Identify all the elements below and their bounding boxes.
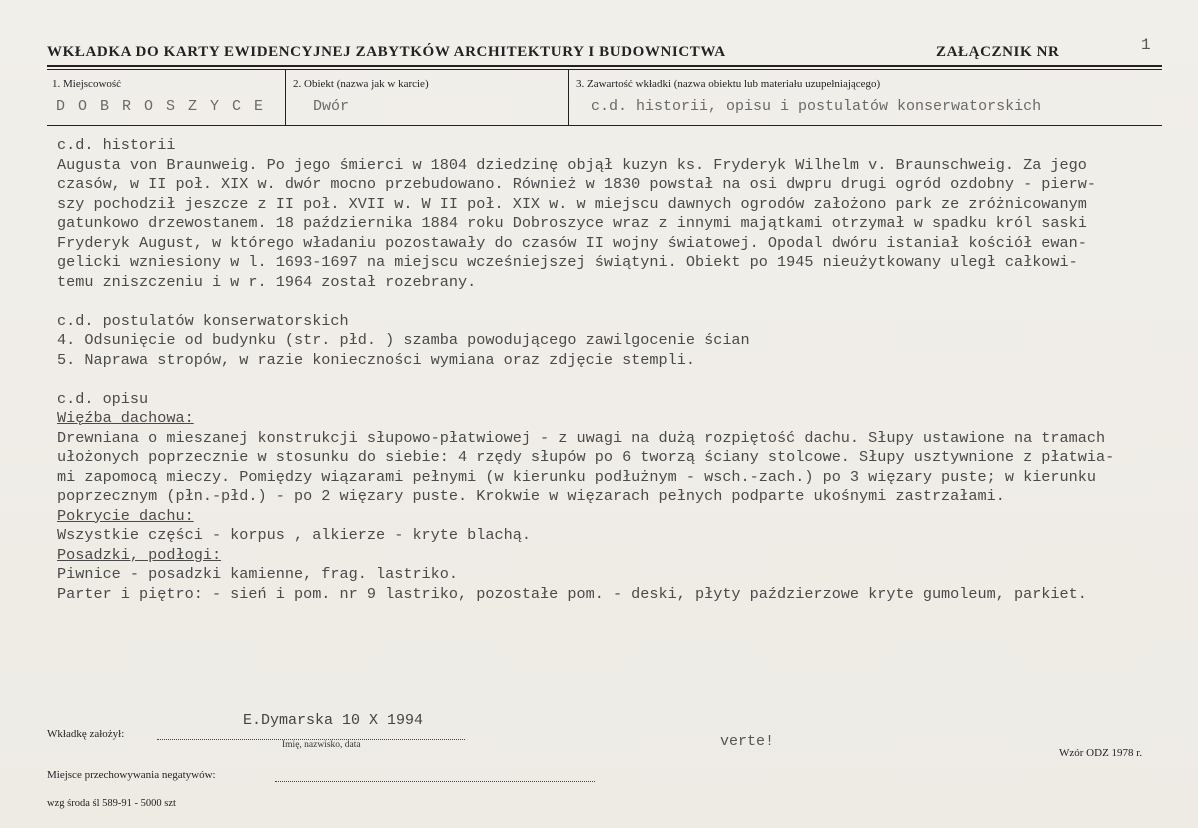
text-line: Fryderyk August, w którego władaniu pozostawały do czasów II wojny światowej. Opodal dwóru istaniał kościół ewan- (57, 233, 1087, 252)
page-number: 1 (1141, 36, 1151, 54)
text-line: Piwnice - posadzki kamienne, frag. lastriko. (57, 565, 459, 583)
section-subheading: Pokrycie dachu: (57, 506, 194, 525)
header-top-rule-thin (47, 69, 1162, 70)
content-label: 3. Zawartość wkładki (nazwa obiektu lub materiału uzupełniającego) (576, 78, 881, 90)
form-model: Wzór ODZ 1978 r. (1059, 747, 1143, 759)
text-line: poprzecznym (płn.-płd.) - po 2 więzary puste. Krokwie w więzarach pełnych podparte ukośnymi zastrzałami. (57, 487, 1005, 505)
text-line: Parter i piętro: - sień i pom. nr 9 lastriko, pozostałe pom. - deski, płyty paździerzowe kryte gumoleum, parkiet. (57, 584, 1087, 603)
object-label: 2. Obiekt (nazwa jak w karcie) (293, 78, 429, 90)
annex-label: ZAŁĄCZNIK NR (936, 44, 1060, 60)
object-value: Dwór (313, 98, 350, 115)
print-info: wzg środa śl 589-91 - 5000 szt (47, 798, 176, 809)
text-line: Drewniana o mieszanej konstrukcji słupowo-płatwiowej - z uwagi na dużą rozpiętość dachu. Słupy ustawione na tramach (57, 428, 1106, 447)
signature: E.Dymarska 10 X 1994 (243, 712, 424, 729)
locality-label: 1. Miejscowość (52, 78, 122, 90)
text-line: mi zapomocą mieczy. Pomiędzy wiązarami pełnymi (w kierunku podłużnym - wsch.-zach.) po 3 więzary puste; w kierunku (57, 467, 1096, 486)
text-line: temu zniszczeniu i w r. 1964 został rozebrany. (57, 272, 477, 291)
form-title: WKŁADKA DO KARTY EWIDENCYJNEJ ZABYTKÓW ARCHITEKTURY I BUDOWNICTWA (47, 44, 726, 60)
text-line: szy pochodził jeszcze z II poł. XVII w. W II poł. XIX w. w miejscu dawnych ogrodów założono park ze zróżnicowanym (57, 194, 1087, 213)
section-subheading: Posadzki, podłogi: (57, 545, 222, 564)
text-line (57, 292, 1177, 312)
text-line: czasów, w II poł. XIX w. dwór mocno przebudowano. Również w 1830 powstał na osi dwpru drugi ogród ozdobny - pierw- (57, 175, 1096, 193)
content-value: c.d. historii, opisu i postulatów konserwatorskich (591, 98, 1042, 115)
negatives-dotted-line (275, 781, 595, 782)
text-line: Augusta von Braunweig. Po jego śmierci w 1804 dziedzinę objął kuzyn ks. Fryderyk Wilhelm v. Braunschweig. Za jego (57, 155, 1087, 174)
text-line: c.d. opisu (57, 389, 149, 408)
text-line: 4. Odsunięcie od budynku (str. płd. ) szamba powodującego zawilgocenie ścian (57, 331, 750, 349)
text-line: c.d. postulatów konserwatorskich (57, 311, 349, 330)
prepared-by-label: Wkładkę założył: (47, 728, 125, 740)
text-line: gatunkowo drzewostanem. 18 października 1884 roku Dobroszyce wraz z innymi majątkami otrzymał w spadku król saski (57, 214, 1087, 232)
text-line: Wszystkie części - korpus , alkierze - kryte blachą. (57, 526, 531, 544)
text-line (57, 370, 1177, 390)
negatives-label: Miejsce przechowywania negatywów: (47, 769, 216, 781)
locality-value: D O B R O S Z Y C E (56, 98, 266, 115)
header-top-rule (47, 65, 1162, 67)
header-bottom-rule (47, 125, 1162, 126)
field-separator-1 (285, 70, 286, 125)
text-line: c.d. historii (57, 136, 176, 154)
text-line: ułożonych poprzecznie w stosunku do siebie: 4 rzędy słupów po 6 tworzą ściany stolcowe. Słupy usztywnione z płatwia- (57, 448, 1115, 466)
section-subheading: Więźba dachowa: (57, 409, 194, 427)
card-body-text (57, 136, 1177, 604)
field-separator-2 (568, 70, 569, 125)
text-line: 5. Naprawa stropów, w razie konieczności wymiana oraz zdjęcie stempli. (57, 350, 695, 369)
signature-caption: Imię, nazwisko, data (282, 740, 361, 750)
verte-note: verte! (720, 733, 775, 750)
text-line: gelicki wzniesiony w l. 1693-1697 na miejscu wcześniejszej świątyni. Obiekt po 1945 nieużytkowany uległ całkowi- (57, 253, 1078, 271)
